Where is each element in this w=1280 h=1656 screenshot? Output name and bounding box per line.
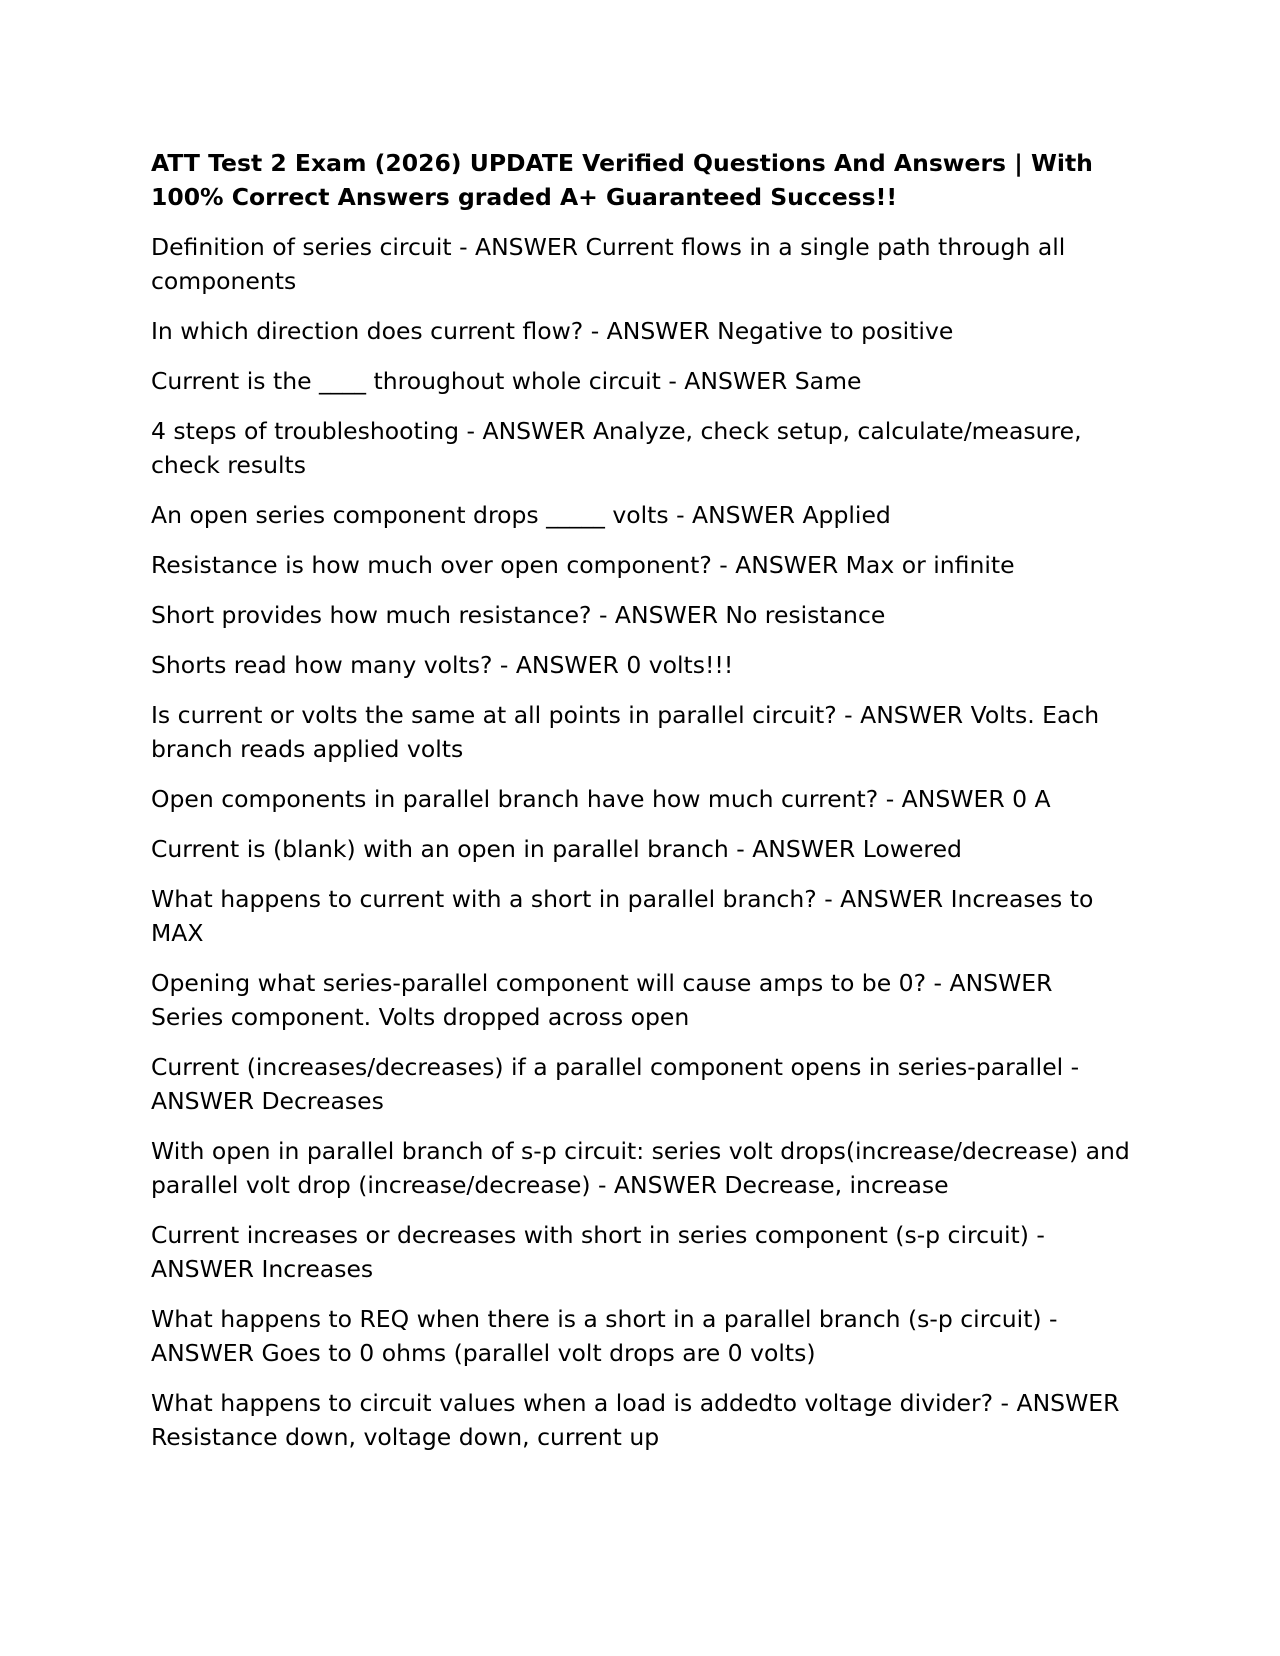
qa-item: Is current or volts the same at all points in parallel circuit? - ANSWER Volts. Each branch reads applied volts [151, 701, 1100, 763]
qa-item: An open series component drops _____ volts - ANSWER Applied [151, 501, 891, 529]
qa-item: Shorts read how many volts? - ANSWER 0 volts!!! [151, 651, 734, 679]
qa-item: Current is the ____ throughout whole circuit - ANSWER Same [151, 367, 862, 395]
qa-item: With open in parallel branch of s-p circuit: series volt drops(increase/decrease) and parallel volt drop (increase/decrease) - ANSWER Decrease, increase [151, 1137, 1130, 1199]
qa-item: In which direction does current flow? - ANSWER Negative to positive [151, 317, 954, 345]
qa-item: Current is (blank) with an open in parallel branch - ANSWER Lowered [151, 835, 962, 863]
qa-item: What happens to current with a short in parallel branch? - ANSWER Increases to MAX [151, 885, 1094, 947]
document-title: ATT Test 2 Exam (2026) UPDATE Verified Questions And Answers | With 100% Correct Answers graded A+ Guaranteed Success!! [151, 149, 1093, 211]
document-page [151, 146, 1131, 1470]
qa-item: Resistance is how much over open component? - ANSWER Max or infinite [151, 551, 1015, 579]
qa-item: Current increases or decreases with short in series component (s-p circuit) - ANSWER Increases [151, 1221, 1045, 1283]
qa-item: Current (increases/decreases) if a parallel component opens in series-parallel - ANSWER Decreases [151, 1053, 1080, 1115]
qa-item: Open components in parallel branch have how much current? - ANSWER 0 A [151, 785, 1051, 813]
qa-item: Opening what series-parallel component will cause amps to be 0? - ANSWER Series component. Volts dropped across open [151, 969, 1053, 1031]
qa-item: What happens to circuit values when a load is addedto voltage divider? - ANSWER Resistance down, voltage down, current up [151, 1389, 1120, 1451]
qa-item: Short provides how much resistance? - ANSWER No resistance [151, 601, 886, 629]
qa-item: Definition of series circuit - ANSWER Current flows in a single path through all components [151, 233, 1066, 295]
qa-item: What happens to REQ when there is a short in a parallel branch (s-p circuit) - ANSWER Goes to 0 ohms (parallel volt drops are 0 volts) [151, 1305, 1058, 1367]
qa-item: 4 steps of troubleshooting - ANSWER Analyze, check setup, calculate/measure, check results [151, 417, 1082, 479]
